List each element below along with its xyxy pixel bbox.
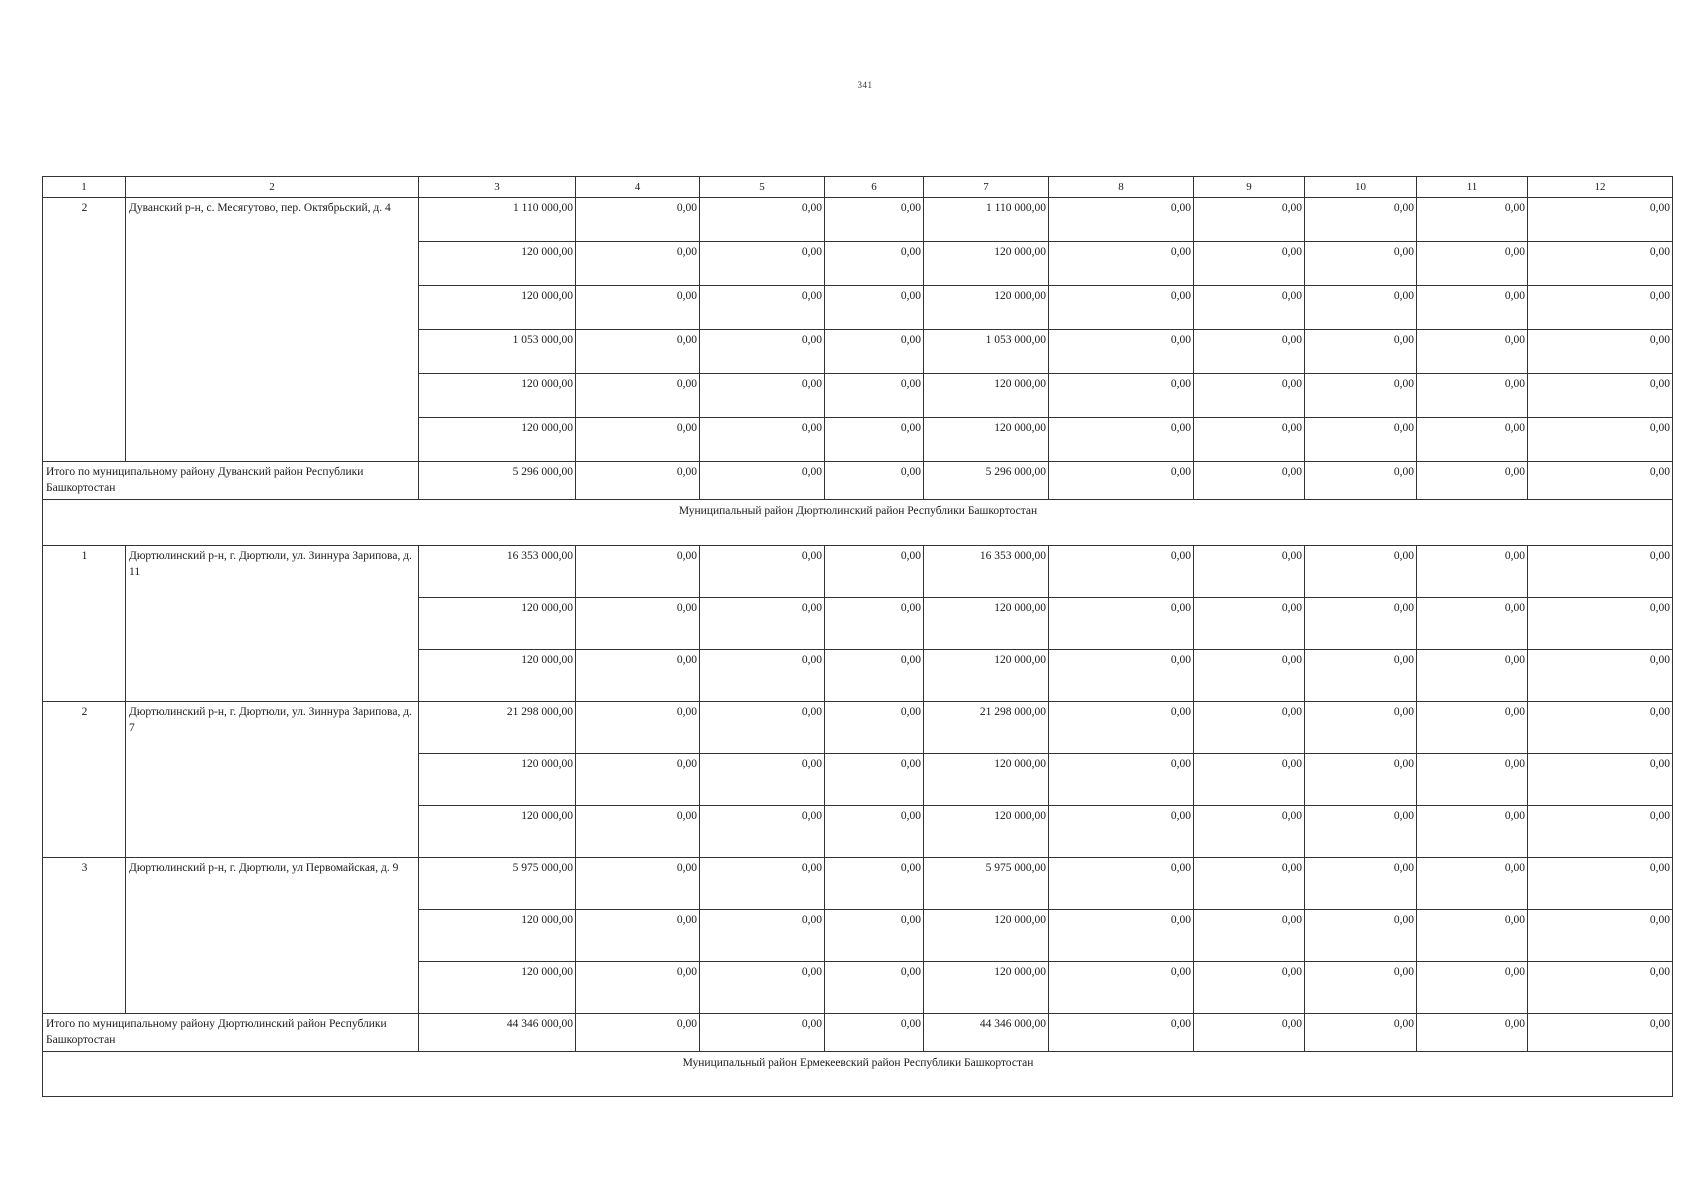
total-amount-cell: 44 346 000,00 xyxy=(924,1014,1049,1052)
amount-cell: 0,00 xyxy=(825,330,924,374)
amount-cell: 120 000,00 xyxy=(924,962,1049,1014)
object-index: 1 xyxy=(43,546,126,702)
total-amount-cell: 0,00 xyxy=(1049,462,1194,500)
amount-cell: 0,00 xyxy=(1528,198,1673,242)
amount-cell: 120 000,00 xyxy=(419,242,576,286)
amount-cell: 5 975 000,00 xyxy=(419,858,576,910)
amount-cell: 0,00 xyxy=(1417,754,1528,806)
amount-cell: 0,00 xyxy=(1417,858,1528,910)
total-row xyxy=(43,462,1673,500)
amount-cell: 21 298 000,00 xyxy=(924,702,1049,754)
amount-cell: 0,00 xyxy=(1305,650,1417,702)
amount-cell: 0,00 xyxy=(825,546,924,598)
amount-cell: 0,00 xyxy=(1194,910,1305,962)
column-number-7: 7 xyxy=(924,177,1049,198)
amount-cell: 0,00 xyxy=(1528,242,1673,286)
amount-cell: 120 000,00 xyxy=(924,806,1049,858)
amount-cell: 0,00 xyxy=(1305,702,1417,754)
amount-cell: 0,00 xyxy=(576,418,700,462)
total-amount-cell: 0,00 xyxy=(700,462,825,500)
amount-cell: 120 000,00 xyxy=(924,910,1049,962)
amount-cell: 120 000,00 xyxy=(924,754,1049,806)
amount-cell: 0,00 xyxy=(1049,242,1194,286)
amount-cell: 0,00 xyxy=(1305,962,1417,1014)
column-number-8: 8 xyxy=(1049,177,1194,198)
amount-cell: 0,00 xyxy=(576,198,700,242)
column-number-5: 5 xyxy=(700,177,825,198)
column-number-2: 2 xyxy=(126,177,419,198)
amount-cell: 120 000,00 xyxy=(419,418,576,462)
amount-cell: 0,00 xyxy=(1049,702,1194,754)
total-amount-cell: 0,00 xyxy=(825,1014,924,1052)
amount-cell: 0,00 xyxy=(825,374,924,418)
amount-cell: 0,00 xyxy=(1305,858,1417,910)
amount-cell: 0,00 xyxy=(700,598,825,650)
table-body xyxy=(43,177,1673,1097)
amount-cell: 0,00 xyxy=(1194,198,1305,242)
object-address: Дюртюлинский р-н, г. Дюртюли, ул Первомайская, д. 9 xyxy=(126,858,419,1014)
section-heading-row xyxy=(43,1052,1673,1097)
amount-cell: 0,00 xyxy=(1194,242,1305,286)
amount-cell: 0,00 xyxy=(1417,650,1528,702)
amount-cell: 0,00 xyxy=(825,286,924,330)
amount-cell: 0,00 xyxy=(825,806,924,858)
column-number-3: 3 xyxy=(419,177,576,198)
amount-cell: 0,00 xyxy=(700,546,825,598)
amount-cell: 0,00 xyxy=(1417,598,1528,650)
amount-cell: 0,00 xyxy=(825,598,924,650)
section-heading-row xyxy=(43,500,1673,546)
object-address: Дюртюлинский р-н, г. Дюртюли, ул. Зиннура Зарипова, д. 7 xyxy=(126,702,419,858)
amount-cell: 0,00 xyxy=(700,286,825,330)
section-heading: Муниципальный район Ермекеевский район Республики Башкортостан xyxy=(43,1052,1673,1097)
amount-cell: 0,00 xyxy=(825,754,924,806)
amount-cell: 0,00 xyxy=(1194,286,1305,330)
amount-cell: 0,00 xyxy=(825,962,924,1014)
page-number: 341 xyxy=(857,80,873,90)
amount-cell: 1 053 000,00 xyxy=(419,330,576,374)
amount-cell: 0,00 xyxy=(1528,962,1673,1014)
amount-cell: 0,00 xyxy=(1194,702,1305,754)
amount-cell: 16 353 000,00 xyxy=(924,546,1049,598)
amount-cell: 0,00 xyxy=(1528,806,1673,858)
amount-cell: 0,00 xyxy=(1305,546,1417,598)
amount-cell: 0,00 xyxy=(1305,910,1417,962)
amount-cell: 120 000,00 xyxy=(419,962,576,1014)
amount-cell: 0,00 xyxy=(1049,910,1194,962)
object-address: Дюртюлинский р-н, г. Дюртюли, ул. Зиннура Зарипова, д. 11 xyxy=(126,546,419,702)
amount-cell: 0,00 xyxy=(700,242,825,286)
amount-cell: 16 353 000,00 xyxy=(419,546,576,598)
column-number-10: 10 xyxy=(1305,177,1417,198)
total-amount-cell: 0,00 xyxy=(1417,1014,1528,1052)
amount-cell: 0,00 xyxy=(1305,286,1417,330)
amount-cell: 0,00 xyxy=(1528,418,1673,462)
funding-table xyxy=(42,176,1673,1097)
amount-cell: 0,00 xyxy=(1417,198,1528,242)
amount-cell: 0,00 xyxy=(1417,546,1528,598)
amount-cell: 0,00 xyxy=(576,910,700,962)
amount-cell: 0,00 xyxy=(700,330,825,374)
amount-cell: 0,00 xyxy=(1049,286,1194,330)
amount-cell: 0,00 xyxy=(1417,330,1528,374)
amount-cell: 0,00 xyxy=(1528,650,1673,702)
total-amount-cell: 0,00 xyxy=(1194,1014,1305,1052)
table-row xyxy=(43,702,1673,754)
column-number-9: 9 xyxy=(1194,177,1305,198)
amount-cell: 0,00 xyxy=(1528,286,1673,330)
amount-cell: 0,00 xyxy=(1417,418,1528,462)
amount-cell: 0,00 xyxy=(1049,806,1194,858)
amount-cell: 0,00 xyxy=(1528,546,1673,598)
column-number-1: 1 xyxy=(43,177,126,198)
object-address: Дуванский р-н, с. Месягутово, пер. Октябрьский, д. 4 xyxy=(126,198,419,462)
amount-cell: 0,00 xyxy=(700,650,825,702)
total-amount-cell: 0,00 xyxy=(1417,462,1528,500)
total-amount-cell: 0,00 xyxy=(825,462,924,500)
amount-cell: 0,00 xyxy=(1049,858,1194,910)
amount-cell: 0,00 xyxy=(825,702,924,754)
amount-cell: 0,00 xyxy=(1417,242,1528,286)
amount-cell: 0,00 xyxy=(1049,418,1194,462)
amount-cell: 0,00 xyxy=(1305,806,1417,858)
amount-cell: 120 000,00 xyxy=(419,806,576,858)
amount-cell: 0,00 xyxy=(576,598,700,650)
total-amount-cell: 0,00 xyxy=(1528,462,1673,500)
amount-cell: 1 110 000,00 xyxy=(924,198,1049,242)
amount-cell: 0,00 xyxy=(1049,754,1194,806)
amount-cell: 0,00 xyxy=(1194,754,1305,806)
amount-cell: 0,00 xyxy=(1417,702,1528,754)
total-amount-cell: 5 296 000,00 xyxy=(924,462,1049,500)
column-number-6: 6 xyxy=(825,177,924,198)
amount-cell: 120 000,00 xyxy=(924,374,1049,418)
amount-cell: 120 000,00 xyxy=(924,242,1049,286)
amount-cell: 0,00 xyxy=(576,242,700,286)
amount-cell: 0,00 xyxy=(700,198,825,242)
amount-cell: 120 000,00 xyxy=(419,754,576,806)
amount-cell: 0,00 xyxy=(576,858,700,910)
amount-cell: 0,00 xyxy=(1305,242,1417,286)
amount-cell: 0,00 xyxy=(1194,806,1305,858)
amount-cell: 0,00 xyxy=(1305,374,1417,418)
amount-cell: 0,00 xyxy=(700,962,825,1014)
amount-cell: 0,00 xyxy=(1417,910,1528,962)
total-amount-cell: 0,00 xyxy=(1528,1014,1673,1052)
amount-cell: 0,00 xyxy=(576,286,700,330)
amount-cell: 0,00 xyxy=(1528,598,1673,650)
amount-cell: 0,00 xyxy=(1049,962,1194,1014)
total-amount-cell: 0,00 xyxy=(700,1014,825,1052)
amount-cell: 0,00 xyxy=(576,962,700,1014)
amount-cell: 0,00 xyxy=(1049,650,1194,702)
object-index: 2 xyxy=(43,198,126,462)
total-label: Итого по муниципальному району Дюртюлинский район Республики Башкортостан xyxy=(43,1014,419,1052)
amount-cell: 5 975 000,00 xyxy=(924,858,1049,910)
amount-cell: 0,00 xyxy=(576,546,700,598)
amount-cell: 0,00 xyxy=(1194,598,1305,650)
table-row xyxy=(43,546,1673,598)
amount-cell: 0,00 xyxy=(1528,702,1673,754)
amount-cell: 0,00 xyxy=(1194,330,1305,374)
amount-cell: 1 053 000,00 xyxy=(924,330,1049,374)
total-amount-cell: 0,00 xyxy=(1194,462,1305,500)
amount-cell: 0,00 xyxy=(1194,858,1305,910)
column-number-4: 4 xyxy=(576,177,700,198)
amount-cell: 0,00 xyxy=(1417,962,1528,1014)
amount-cell: 0,00 xyxy=(1194,418,1305,462)
amount-cell: 0,00 xyxy=(700,806,825,858)
amount-cell: 120 000,00 xyxy=(419,286,576,330)
amount-cell: 0,00 xyxy=(1305,418,1417,462)
total-amount-cell: 0,00 xyxy=(576,462,700,500)
column-number-11: 11 xyxy=(1417,177,1528,198)
amount-cell: 0,00 xyxy=(825,418,924,462)
table-row xyxy=(43,858,1673,910)
total-amount-cell: 0,00 xyxy=(576,1014,700,1052)
amount-cell: 0,00 xyxy=(825,910,924,962)
amount-cell: 120 000,00 xyxy=(419,598,576,650)
amount-cell: 0,00 xyxy=(825,858,924,910)
amount-cell: 0,00 xyxy=(1194,650,1305,702)
total-amount-cell: 0,00 xyxy=(1049,1014,1194,1052)
amount-cell: 0,00 xyxy=(1417,806,1528,858)
amount-cell: 0,00 xyxy=(576,702,700,754)
amount-cell: 0,00 xyxy=(1528,858,1673,910)
amount-cell: 0,00 xyxy=(1305,754,1417,806)
amount-cell: 0,00 xyxy=(700,910,825,962)
amount-cell: 0,00 xyxy=(1528,374,1673,418)
amount-cell: 0,00 xyxy=(1194,546,1305,598)
amount-cell: 1 110 000,00 xyxy=(419,198,576,242)
amount-cell: 0,00 xyxy=(700,374,825,418)
amount-cell: 0,00 xyxy=(1528,754,1673,806)
amount-cell: 0,00 xyxy=(576,806,700,858)
amount-cell: 120 000,00 xyxy=(924,286,1049,330)
amount-cell: 0,00 xyxy=(700,418,825,462)
table-row xyxy=(43,198,1673,242)
amount-cell: 120 000,00 xyxy=(419,910,576,962)
amount-cell: 0,00 xyxy=(825,198,924,242)
amount-cell: 0,00 xyxy=(576,754,700,806)
amount-cell: 0,00 xyxy=(1305,598,1417,650)
amount-cell: 0,00 xyxy=(1049,546,1194,598)
amount-cell: 0,00 xyxy=(1194,374,1305,418)
amount-cell: 0,00 xyxy=(700,858,825,910)
amount-cell: 0,00 xyxy=(700,754,825,806)
amount-cell: 0,00 xyxy=(576,650,700,702)
amount-cell: 0,00 xyxy=(700,702,825,754)
amount-cell: 0,00 xyxy=(1194,962,1305,1014)
amount-cell: 0,00 xyxy=(576,330,700,374)
amount-cell: 0,00 xyxy=(1049,198,1194,242)
total-amount-cell: 0,00 xyxy=(1305,1014,1417,1052)
amount-cell: 120 000,00 xyxy=(419,650,576,702)
total-label: Итого по муниципальному району Дуванский район Республики Башкортостан xyxy=(43,462,419,500)
amount-cell: 120 000,00 xyxy=(924,598,1049,650)
amount-cell: 0,00 xyxy=(825,242,924,286)
amount-cell: 0,00 xyxy=(1528,910,1673,962)
amount-cell: 0,00 xyxy=(1305,198,1417,242)
amount-cell: 120 000,00 xyxy=(924,418,1049,462)
amount-cell: 0,00 xyxy=(1049,598,1194,650)
total-amount-cell: 44 346 000,00 xyxy=(419,1014,576,1052)
amount-cell: 0,00 xyxy=(1528,330,1673,374)
amount-cell: 0,00 xyxy=(1305,330,1417,374)
object-index: 3 xyxy=(43,858,126,1014)
column-number-12: 12 xyxy=(1528,177,1673,198)
object-index: 2 xyxy=(43,702,126,858)
total-amount-cell: 5 296 000,00 xyxy=(419,462,576,500)
amount-cell: 0,00 xyxy=(576,374,700,418)
amount-cell: 0,00 xyxy=(825,650,924,702)
column-number-row xyxy=(43,177,1673,198)
amount-cell: 120 000,00 xyxy=(419,374,576,418)
amount-cell: 0,00 xyxy=(1417,286,1528,330)
amount-cell: 120 000,00 xyxy=(924,650,1049,702)
total-row xyxy=(43,1014,1673,1052)
section-heading: Муниципальный район Дюртюлинский район Республики Башкортостан xyxy=(43,500,1673,546)
amount-cell: 0,00 xyxy=(1049,330,1194,374)
amount-cell: 0,00 xyxy=(1049,374,1194,418)
amount-cell: 0,00 xyxy=(1417,374,1528,418)
amount-cell: 21 298 000,00 xyxy=(419,702,576,754)
total-amount-cell: 0,00 xyxy=(1305,462,1417,500)
